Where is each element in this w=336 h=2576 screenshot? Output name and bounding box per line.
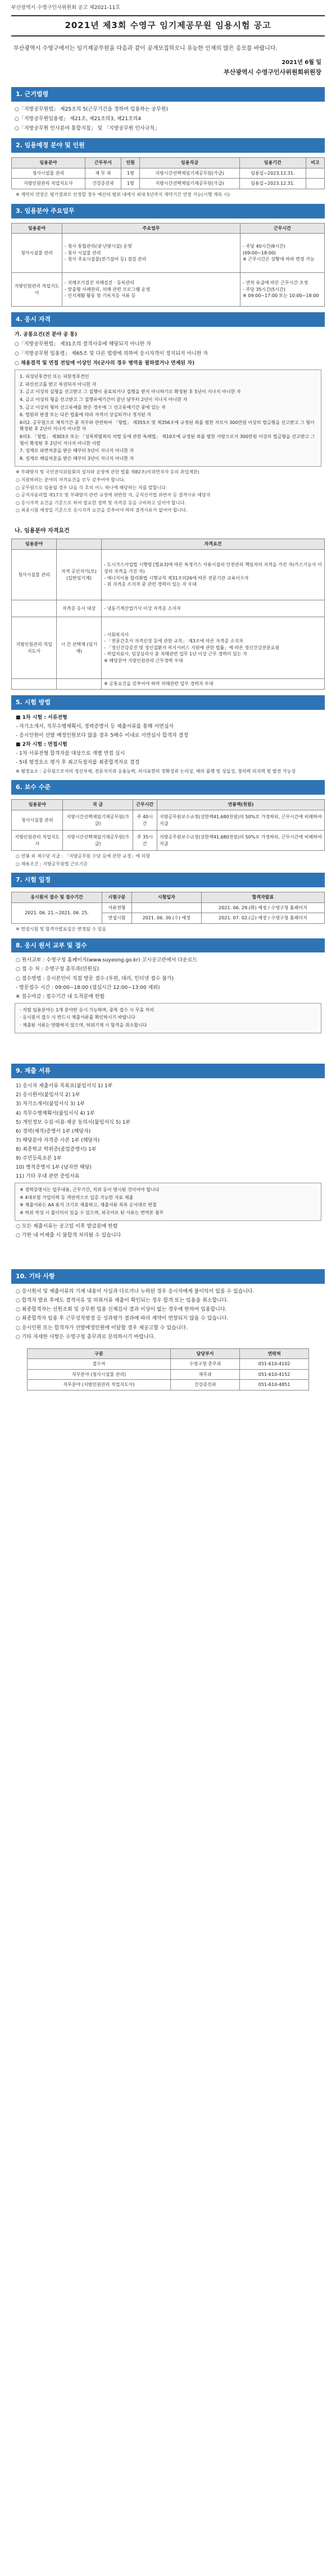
table-header: 담당부서	[171, 1348, 240, 1359]
document-tail: ○ 기한 내 미제출 시 불합격 처리될 수 있습니다	[16, 1233, 121, 1239]
box-line: ※ 제출서류는 A4 용지 크기로 제출하고, 제출서류 목록 순서대로 편철	[20, 1202, 157, 1208]
section-9-heading: 9. 제출 서류	[11, 1064, 325, 1078]
table-header: 임용분야	[12, 223, 62, 234]
section-3-heading: 3. 임용분야 주요업무	[11, 204, 325, 218]
table-cell: 주 40시간	[133, 810, 157, 831]
table-cell: 지방시간선택제임기제공무원(가급)	[140, 179, 240, 189]
box-line: ※ 4대보험 가입이력 등 객관적으로 입증 가능한 자료 제출	[20, 1194, 134, 1200]
document-item: 4) 직무수행계획서(붙임서식 4) 1부	[16, 1110, 95, 1116]
table-row	[27, 1369, 308, 1380]
exam-detail: - 1차 서류전형 합격자를 대상으로 개별 면접 실시	[16, 750, 125, 756]
requirement-item: ○「지방공무원 임용령」 제65조 및 다른 법령에 의하여 응시자격이 정지되지 아니한 자	[15, 351, 208, 357]
box-line: · 제출된 서류는 반환하지 않으며, 허위기재 시 합격을 취소합니다	[20, 1022, 147, 1028]
table-header: 근무시간	[240, 223, 325, 234]
document-item: 7) 해당분야 자격증 사본 1부 (해당자)	[16, 1137, 100, 1143]
box-line: 3. 금고 이상의 실형을 선고받고 그 집행이 종료되거나 집행을 받지 아니하기로 확정된 후 5년이 지나지 아니한 자	[20, 389, 241, 395]
table-row	[12, 810, 325, 831]
table-cell	[306, 179, 324, 189]
box-line: 7. 징계로 파면처분을 받은 때부터 5년이 지나지 아니한 자	[20, 448, 134, 454]
table-header: 근무시간	[133, 800, 157, 810]
table-header: 시험구분	[102, 892, 132, 903]
document-item: 6) 경력(재직)증명서 1부 (해당자)	[16, 1128, 91, 1134]
table-header: 근무부서	[85, 158, 121, 168]
table-cell: 지방인원관리 직업지도사	[12, 273, 62, 307]
table-cell: 청사시설물 관리	[12, 168, 85, 179]
table-header: 비고	[306, 158, 324, 168]
table-cell: 지방인원관리 직업지도사	[12, 179, 85, 189]
law-item: ○「지방공무원법」 제25조의 5(근무기간을 정하여 임용하는 공무원)	[15, 107, 169, 113]
section-6-notes	[11, 853, 325, 867]
note-line: ○ 채용조건 : 지방공무원법 근로기준	[16, 861, 88, 867]
issuing-organization: 부산광역시 수영구인사위원회위원장	[224, 69, 321, 76]
table-cell	[131, 902, 201, 913]
table-cell: 지방인원관리 직업지도사	[12, 831, 63, 851]
table-cell: 051-610-4102	[240, 1359, 309, 1370]
table-cell: 지방시간선택제임기제공무원(가급)	[140, 168, 240, 179]
exam-step: ■ 2차 시험 : 면접시험	[16, 741, 67, 747]
note-line: ○ 공무원으로 임용될 경우 다음 각 호의 어느 하나에 해당하는 자를 말합니다.	[16, 485, 167, 490]
table-header: 구분	[27, 1348, 170, 1359]
section-5-heading: 5. 시험 방법	[11, 695, 325, 710]
law-item: ○「지방공무원임용령」 제21조, 제21조의3, 제21조의4	[15, 116, 142, 122]
table-header: 연락처	[240, 1348, 309, 1359]
table-cell: - 연차 유급에 따른 근무시간 조정 - 주당 35시간(5시간) ※ 09:00~17:00 또는 10:00~18:00	[240, 273, 325, 307]
table-cell: ※ 공통요건을 갖추어야 하며 치매관련 업무 경력자 우대	[102, 679, 325, 690]
section-2-note: ※ 계약의 연장은 평가결과로 인정할 경우 예산의 범위 내에서 최대 5년까지 계약기간 연장 가능(시행 계속 시)	[16, 192, 230, 198]
table-header: 직 급	[63, 800, 133, 810]
box-line: 4. 금고 이상의 형을 선고받고 그 집행유예기간이 끝난 날부터 2년이 지나지 아니한 자	[20, 397, 188, 403]
box-line: · 응시원서 접수 시 반드시 제출서류를 확인하시기 바랍니다	[20, 1015, 135, 1020]
table-cell: 1명	[121, 168, 140, 179]
document-item: 2) 응시원서(붙임서식 2) 1부	[16, 1092, 80, 1098]
table-cell: 접수처	[27, 1359, 170, 1370]
document-item: 11) 기타 우대 관련 증빙서류	[16, 1173, 80, 1179]
application-item: - 방문접수 시간 : 09:00~18:00 (점심시간 12:00~13:00 제외)	[16, 984, 160, 991]
requirement-item: ○「지방공무원법」 제31조의 결격사유에 해당되지 아니한 자	[15, 341, 151, 348]
announcement-date: 2021년 6월 일	[281, 59, 321, 66]
schedule-table	[11, 892, 325, 924]
exam-detail: - 5대 평정요소 평가 후 최고득점자를 최종합격자로 결정	[16, 759, 140, 765]
section-4-notes	[11, 469, 325, 514]
salary-table	[11, 799, 325, 851]
table-cell: 직무분야 (청사시설물 관리)	[27, 1369, 170, 1380]
note-line: ○ 연봉 외 제수당 지급 : 「지방공무원 수당 등에 관한 규정」에 의함	[16, 854, 151, 859]
table-cell: 지방인원관리 직업지도사	[12, 617, 57, 679]
table-header: 임용기간	[239, 158, 306, 168]
table-row	[12, 168, 325, 179]
table-cell: 재 무 과	[85, 168, 121, 179]
other-item: ○ 기타 자세한 사항은 수영구청 총무과로 문의하시기 바랍니다.	[16, 1334, 156, 1340]
table-cell: 수영구청 총무과	[171, 1359, 240, 1370]
table-cell: 직무분야 (지방인원관리 직업지도사)	[27, 1380, 170, 1390]
other-item: ○ 응시인원 또는 합격자가 선발예정인원에 미달할 경우 재공고할 수 있습니다.	[16, 1325, 188, 1331]
other-item: ○ 합격자 발표 후에도 결격사유 및 허위서류 제출이 확인되는 경우 합격 또는 임용을 취소합니다.	[16, 1298, 229, 1304]
table-cell: - 청사 통합관리(냉·난방시설) 운영 - 청사 시설물 관리 - 청사 주요시설물(전기설비 등) 점검 관리	[62, 234, 240, 273]
document-item: 10) 병적증명서 1부 (남자만 해당)	[16, 1164, 92, 1170]
box-line: ※ 허위 작성 시 불이익이 있을 수 있으며, 외국어로 된 서류는 번역본 첨부	[20, 1210, 164, 1215]
section-2-heading: 2. 임용예정 분야 및 인원	[11, 138, 325, 153]
box-line: 6의2. 공무원으로 재직기간 중 직무와 관련하여 「형법」 제355조 및 제356조에 규정된 죄를 범한 자로서 300만원 이상의 벌금형을 선고받고 그 형이 확정된 후 2년이 지나지 아니한 자	[20, 420, 315, 432]
subsection-title: 나. 임용분야 자격요건	[15, 527, 70, 534]
note-line: ○ 지원하려는 분야의 자격요건을 모두 갖추어야 합니다.	[16, 477, 125, 482]
other-item: ○ 최종합격자 임용 후 근무성적평정 등 성과평가 결과에 따라 계약이 연장되지 않을 수 있습니다.	[16, 1316, 229, 1322]
table-cell: 임용일~2023.12.31.	[239, 179, 306, 189]
table-cell: - 냉동기계산업기사 이상 자격증 소지자	[102, 600, 325, 617]
table-cell: 지방시간선택제임기제공무원(가급)	[63, 810, 133, 831]
table-cell: 시 간 선택제 (임기제)	[57, 617, 102, 679]
disqualification-box	[15, 370, 321, 467]
table-cell: 051-610-4152	[240, 1369, 309, 1380]
note-line: ○ 최종시험 예정일 기준으로 응시자격 요건을 갖추어야 하며 결격사유가 없어야 합니다.	[16, 508, 188, 513]
table-cell: - 도시가스사업법 시행령 [별표3]에 따른 특정가스 사용시설의 안전관리 책임자의 자격을 가진 자(가스기능사 이상의 자격을 가진 자) - 에너지이용 합리화법 시행규칙 제31조의26에 따른 전문기관 교육이수자 - 위 자격증 소지자 중 관련 경력이 있는 자 우대	[102, 550, 325, 600]
table-row	[12, 273, 325, 307]
document-title: 2021년 제3회 수영구 임기제공무원 임용시험 공고	[11, 15, 325, 37]
table-cell: 청사시설물 관리	[12, 810, 63, 831]
duties-table	[11, 223, 325, 307]
intro-paragraph: 부산광역시 수영구에서는 임기제공무원을 다음과 같이 공개모집하오니 유능한 인재의 많은 응모를 바랍니다.	[13, 45, 278, 52]
table-header: 연봉액(천원)	[157, 800, 324, 810]
qualification-table	[11, 539, 325, 689]
table-cell: 주 35시간	[133, 831, 157, 851]
table-cell: 2021. 06. 21.~2021. 06. 25.	[12, 902, 102, 923]
table-row	[12, 831, 325, 851]
table-header: 합격자발표	[201, 892, 324, 903]
table-header: 임용분야	[12, 158, 85, 168]
law-item: ○「지방공무원 인사분야 통합지침」 및 「지방공무원 인사규칙」	[15, 126, 160, 132]
application-item: ○ 접수방법 : 응시본인이 직접 방문 접수 (우편, 대리, 인터넷 접수 불가)	[16, 975, 174, 982]
section-6-heading: 6. 보수 수준	[11, 780, 325, 795]
document-item: 9) 주민등록초본 1부	[16, 1155, 62, 1161]
table-cell: 2021. 07. 02.(금) 예정 / 수영구청 홈페이지	[201, 913, 324, 924]
section-4-heading: 4. 응시 자격	[11, 312, 325, 327]
table-cell: 2021. 06. 30.(수) 예정	[131, 913, 201, 924]
table-cell: 청사시설물 관리	[12, 234, 62, 273]
table-cell: 지방시간선택제임기제공무원(가급)	[63, 831, 133, 851]
subsection-title: 가. 공통요건(전 분야 공 통)	[15, 332, 78, 338]
table-cell: 1명	[121, 179, 140, 189]
box-line: 5. 금고 이상의 형의 선고유예를 받은 경우에 그 선고유예기간 중에 있는 자	[20, 404, 166, 410]
table-row	[12, 179, 325, 189]
application-item: ○ 접 수 처 : 수영구청 총무과(민원실)	[16, 966, 99, 973]
box-line: 8. 징계로 해임처분을 받은 때부터 3년이 지나지 아니한 자	[20, 455, 134, 461]
section-7-heading: 7. 시험 일정	[11, 873, 325, 887]
table-row	[12, 679, 325, 690]
table-cell: 건강증진과	[85, 179, 121, 189]
other-item: ○ 응시원서 및 제출서류의 기재 내용이 사실과 다르거나 누락된 경우 응시자에게 불이익이 있을 수 있습니다.	[16, 1289, 255, 1295]
table-cell: 임용일~2023.12.31.	[239, 168, 306, 179]
box-line: 1. 피성년후견인 또는 피한정후견인	[20, 374, 89, 380]
table-header: 자격요건	[102, 539, 325, 550]
table-cell: - 주당 40시간(8시간) (09:00~18:00) ※ 근무시간은 상황에 따라 변경 가능	[240, 234, 325, 273]
positions-table	[11, 157, 325, 189]
table-header: 인원	[121, 158, 140, 168]
table-row	[27, 1359, 308, 1370]
table-cell: 서류전형	[102, 902, 132, 913]
document-item: 1) 응시자 제출서류 목록표(붙임서식 1) 1부	[16, 1083, 113, 1089]
document-number: 부산광역시 수영구인사위원회 공고 제2021-11호	[11, 5, 120, 11]
box-line: · 직렬 임용분야는 1개 분야만 응시 가능하며, 중복 접수 시 무효 처리	[20, 1007, 155, 1013]
document-item: 8) 최종학교 학위증(졸업증명서) 1부	[16, 1146, 97, 1152]
contact-table	[27, 1348, 309, 1390]
document-item: 5) 개인정보 수집·이용·제공 동의서(붙임서식 5) 1부	[16, 1119, 131, 1125]
table-cell	[12, 679, 57, 690]
table-row	[12, 550, 325, 600]
table-header: 임용분야	[12, 539, 57, 550]
section-7-note: ※ 면접시험 및 합격자발표일은 변경될 수 있음	[16, 926, 107, 932]
table-cell: 재무과	[171, 1369, 240, 1380]
table-cell: 건강증진과	[171, 1380, 240, 1390]
table-cell: - 치매조기검진 치매검진 · 등록관리 - 맞춤형 사례관리, 치매 관련 프로그램 운영 - 인지재활 활동 및 기록지등 서류 등	[62, 273, 240, 307]
table-cell: 청사시설물 관리	[12, 550, 57, 600]
box-line: 2. 파산선고를 받고 복권되지 아니한 자	[20, 381, 97, 387]
document-tail: ○ 모든 제출서류는 공고일 이후 발급분에 한함	[16, 1224, 118, 1230]
table-cell: 2021. 06. 29.(화) 예정 / 수영구청 홈페이지	[201, 902, 324, 913]
table-header: 주요업무	[62, 223, 240, 234]
exam-detail: - 응시인원이 선발 예정인원보다 많을 경우 5배수 이내로 서면심사 합격자 결정	[16, 732, 189, 738]
table-row	[12, 600, 325, 617]
table-cell: 자격증 응시 대상	[57, 600, 102, 617]
note-line: ○ 공직자윤리법 제17조 및 부패방지 관련 규정에 위반한 자, 공직선거법 위반자 등 결격사유 해당자	[16, 493, 211, 498]
requirement-item: ○ 채용결격 및 면접 전일에 이상인 자(군사의 경우 병역을 필하였거나 면제된 자)	[15, 361, 195, 367]
box-line: 6의3. 「형법」 제303조 또는 「성폭력범죄의 처벌 등에 관한 특례법」 제10조에 규정된 죄를 범한 사람으로서 300만원 이상의 벌금형을 선고받고 그 형이 확정된 후 2년이 지나지 아니한 사람	[20, 434, 315, 446]
table-header: 임용직급	[140, 158, 240, 168]
table-cell: 자격 공인자기(모) (일반임기제)	[57, 550, 102, 600]
application-item: ※ 접수마감 : 접수기간 내 도착분에 한함	[16, 993, 105, 1000]
table-cell: - 사회복지사 - 「전문간호사 자격인정 등에 관한 규칙」 제3조에 따른 자격증 소지자 - 「정신건강증진 및 정신질환자 복지서비스 지원에 관한 법률」에 따른 정신건강전문요원 - 작업치료사, 임상심리사 중 치매관련 업무 1년 이상 근무 경력이 있는 자 ※ 해당분야 지방인원관리 근무경력 우대	[102, 617, 325, 679]
exam-step: ■ 1차 시험 : 서류전형	[16, 714, 67, 721]
table-cell	[306, 168, 324, 179]
table-cell: 면접시험	[102, 913, 132, 924]
box-line: ※ 경력증명서는 업무내용, 근무기간, 직위 등이 명시된 것이어야 합니다	[20, 1187, 160, 1192]
other-item: ○ 최종합격자는 신원조회 및 공무원 임용 신체검사 결과 이상이 없는 경우에 한하여 임용합니다.	[16, 1307, 227, 1313]
table-cell	[57, 679, 102, 690]
table-header: 시험일자	[131, 892, 201, 903]
table-row	[27, 1380, 308, 1390]
section-10-heading: 10. 기타 사항	[11, 1269, 325, 1284]
document-notice-box	[15, 1183, 321, 1221]
note-line: ※ 부패방지 및 국민권익위원회의 설치와 운영에 관한 법률 제82조(비위면직자 등의 취업제한)	[16, 469, 199, 475]
table-cell: 지방공무원보수규정(상한액41,680천원)의 50%로 가정하되, 근무시간에 비례하여 지급	[157, 831, 324, 851]
table-row	[12, 902, 325, 913]
table-header: 응시원서 접수 및 접수기간	[12, 892, 102, 903]
section-8-heading: 8. 응시 원서 교부 및 접수	[11, 938, 325, 953]
table-cell: 051-610-4851	[240, 1380, 309, 1390]
note-line: ○ 응시자격 요건을 기준으로 하여 필요한 경력 및 자격증 등을 구비하고 있어야 합니다.	[16, 500, 186, 505]
exam-detail: ※ 평정요소 : 공무원으로서의 정신자세, 전문지식과 응용능력, 의사표현의 정확성과 논리성, 예의 품행 및 성실성, 창의력 의지력 및 발전 가능성	[16, 768, 296, 774]
application-item: ○ 원서교부 : 수영구청 홈페이지(www.suyeong.go.kr) 고시공고란에서 다운로드	[16, 958, 198, 964]
box-line: 6. 법원의 판결 또는 다른 법률에 따라 자격이 상실되거나 정지된 자	[20, 412, 151, 418]
table-header	[57, 539, 102, 550]
table-cell	[12, 600, 57, 617]
table-cell: 지방공무원보수규정(상한액41,680천원)의 50%로 가정하되, 근무시간에 비례하여 지급	[157, 810, 324, 831]
document-item: 3) 자기소개서(붙임서식 3) 1부	[16, 1101, 85, 1107]
exam-detail: - 자기소개서, 직무수행계획서, 경력증명서 등 제출서류를 통해 서면심사	[16, 723, 174, 730]
section-1-heading: 1. 근거법령	[11, 87, 325, 102]
table-row	[12, 617, 325, 679]
table-header: 임용분야	[12, 800, 63, 810]
application-notice-box	[15, 1003, 321, 1034]
table-row	[12, 234, 325, 273]
